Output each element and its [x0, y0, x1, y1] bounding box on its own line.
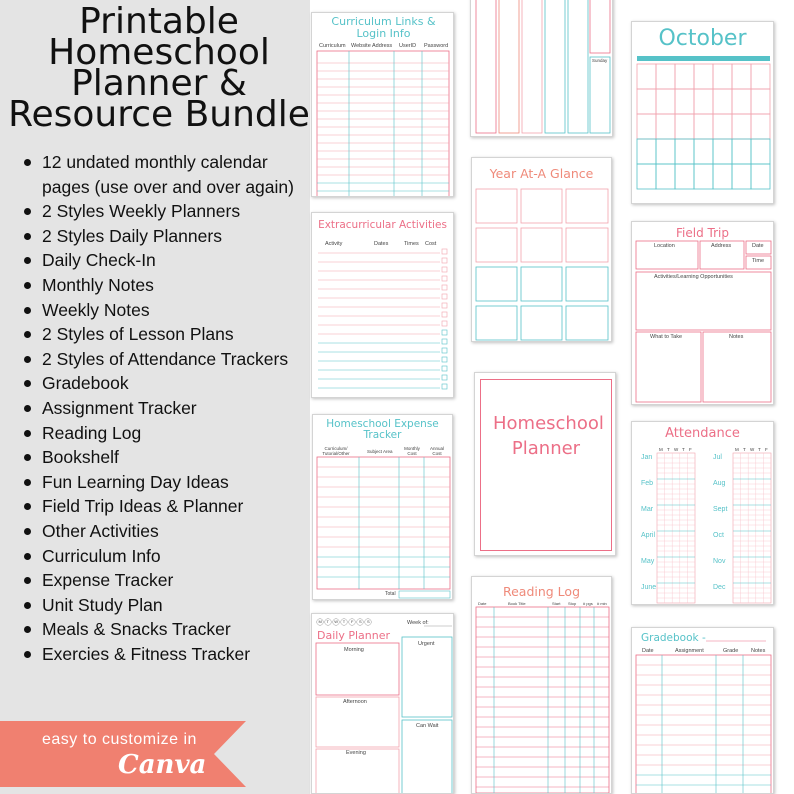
daily-section-label: Evening	[346, 750, 366, 756]
col-header: Password	[424, 43, 449, 49]
canva-banner-text: easy to customize in	[42, 731, 197, 748]
month-label: April	[641, 532, 656, 539]
field-trip-label: Address	[711, 243, 732, 249]
field-trip-label: Notes	[729, 334, 744, 340]
feature-item: 2 Styles Daily Planners	[22, 224, 314, 249]
feature-item: 2 Styles of Attendance Trackers	[22, 347, 314, 372]
col-header: Activity	[325, 241, 343, 247]
month-label: Feb	[641, 480, 654, 487]
daily-day-letter: T	[342, 619, 346, 624]
col-header: Notes	[751, 648, 766, 654]
day-header: F	[765, 447, 768, 452]
day-header: T	[743, 447, 746, 452]
cover-frame	[480, 379, 612, 551]
page-extracurricular-title: Extracurricular Activities	[318, 219, 447, 231]
month-label: Sept	[713, 506, 728, 513]
day-header: M	[659, 447, 663, 452]
canva-logo: Canva	[118, 750, 207, 780]
attendance-grid	[632, 422, 774, 605]
daily-section-label: Urgent	[418, 641, 435, 647]
feature-item: Meals & Snacks Tracker	[22, 617, 314, 642]
field-trip-label: Activities/Learning Opportunities	[654, 274, 733, 280]
page-cover	[474, 372, 616, 556]
feature-item: Bookshelf	[22, 445, 314, 470]
col-header: Date	[478, 601, 487, 606]
day-header: T	[758, 447, 761, 452]
title-line: Printable	[79, 1, 239, 42]
col-header: UserID	[399, 43, 417, 49]
day-header: T	[682, 447, 685, 452]
field-trip-grid	[632, 222, 774, 405]
page-attendance-title: Attendance	[665, 426, 740, 441]
month-label: Jul	[713, 454, 722, 461]
field-trip-label: Location	[654, 243, 675, 249]
month-label: May	[641, 558, 655, 565]
feature-item: Reading Log	[22, 421, 314, 446]
page-curriculum-title: Curriculum Links & Login Info	[331, 15, 436, 40]
feature-item: Fun Learning Day Ideas	[22, 470, 314, 495]
october-grid	[632, 22, 774, 204]
col-header: Monthly Cost	[404, 446, 420, 456]
col-header: Times	[404, 241, 419, 247]
product-title	[0, 1, 318, 135]
daily-day-letter: F	[351, 619, 354, 624]
weekly-day-label: Sunday	[592, 58, 608, 63]
month-label: Aug	[713, 480, 726, 487]
field-trip-label: Time	[752, 258, 765, 264]
feature-item: Field Trip Ideas & Planner	[22, 494, 314, 519]
expense-grid	[313, 415, 453, 600]
col-header: Curriculum/ Tutorial/Other	[322, 446, 350, 456]
page-october-title: October	[658, 26, 747, 51]
daily-day-letter: S	[359, 619, 362, 624]
col-header: # min	[597, 601, 607, 606]
extracurricular-grid	[312, 213, 454, 398]
page-year-title: Year At-A Glance	[489, 166, 594, 181]
feature-item: Other Activities	[22, 519, 314, 544]
curriculum-grid	[312, 13, 454, 197]
col-header: Cost	[425, 241, 437, 247]
feature-item: Daily Check-In	[22, 248, 314, 273]
feature-item: 2 Styles Weekly Planners	[22, 199, 314, 224]
page-field-trip-title: Field Trip	[676, 226, 729, 240]
daily-day-letter: W	[334, 619, 339, 624]
col-header: Stop	[568, 601, 577, 606]
page-reading-log-title: Reading Log	[502, 584, 581, 599]
day-header: M	[735, 447, 739, 452]
feature-item: 2 Styles of Lesson Plans	[22, 322, 314, 347]
feature-list	[22, 150, 314, 666]
feature-item: Gradebook	[22, 371, 314, 396]
page-weekly-planner	[470, 0, 613, 137]
page-curriculum	[311, 12, 454, 197]
feature-item: Expense Tracker	[22, 568, 314, 593]
expense-total-label: Total	[385, 591, 396, 597]
month-label: Jan	[641, 454, 653, 461]
title-line: Planner &	[71, 63, 247, 104]
daily-day-letter: M	[318, 619, 322, 624]
feature-item: Monthly Notes	[22, 273, 314, 298]
gradebook-grid	[632, 628, 774, 794]
col-header: Grade	[723, 648, 739, 654]
month-label: Mar	[641, 506, 654, 513]
daily-day-letter: T	[326, 619, 329, 624]
page-year-at-a-glance	[471, 157, 612, 342]
month-label: June	[641, 584, 657, 591]
month-label: Oct	[713, 532, 724, 539]
day-header: T	[667, 447, 670, 452]
page-expense-tracker	[312, 414, 453, 600]
col-header: Book Title	[508, 601, 526, 606]
field-trip-label: What to Take	[650, 334, 682, 340]
page-october	[631, 21, 774, 204]
daily-week-of: Week of:	[407, 620, 429, 626]
page-reading-log	[471, 576, 612, 794]
daily-section-label: Can Wait	[416, 723, 439, 729]
page-gradebook-title: Gradebook -	[641, 632, 706, 644]
page-gradebook	[631, 627, 774, 794]
page-extracurricular	[311, 212, 454, 398]
year-grid	[472, 158, 612, 342]
title-line: Homeschool	[48, 32, 270, 73]
col-header: Curriculum	[319, 43, 346, 49]
feature-item: Weekly Notes	[22, 298, 314, 323]
month-label: Nov	[713, 558, 726, 565]
daily-day-letter: S	[367, 619, 370, 624]
weekly-grid	[471, 0, 613, 137]
day-header: F	[689, 447, 692, 452]
col-header: Website Address	[351, 43, 393, 49]
title-line: Resource Bundle	[8, 94, 310, 135]
col-header: Date	[642, 648, 654, 654]
reading-log-grid	[472, 577, 612, 794]
day-header: W	[750, 447, 755, 452]
page-field-trip	[631, 221, 774, 405]
feature-item: Curriculum Info	[22, 544, 314, 569]
feature-item: Exercies & Fitness Tracker	[22, 642, 314, 667]
col-header: Start	[552, 601, 561, 606]
daily-section-label: Morning	[344, 647, 364, 653]
daily-planner-title: Daily Planner	[317, 629, 390, 642]
feature-item: Unit Study Plan	[22, 593, 314, 618]
page-daily-planner	[311, 613, 454, 794]
cover-title: Homeschool Planner	[493, 413, 604, 459]
col-header: # pgs	[583, 601, 593, 606]
month-label: Dec	[713, 584, 726, 591]
daily-section-label: Afternoon	[343, 699, 367, 705]
page-attendance	[631, 421, 774, 605]
col-header: Dates	[374, 241, 389, 247]
day-header: W	[674, 447, 679, 452]
page-expense-title: Homeschool Expense Tracker	[326, 418, 439, 441]
feature-item: Assignment Tracker	[22, 396, 314, 421]
field-trip-label: Date	[752, 243, 764, 249]
feature-item: 12 undated monthly calendar pages (use over and over again)	[22, 150, 314, 199]
col-header: Annual Cost	[429, 446, 444, 456]
col-header: Assignment	[675, 648, 704, 654]
col-header: Subject Area	[367, 449, 393, 454]
